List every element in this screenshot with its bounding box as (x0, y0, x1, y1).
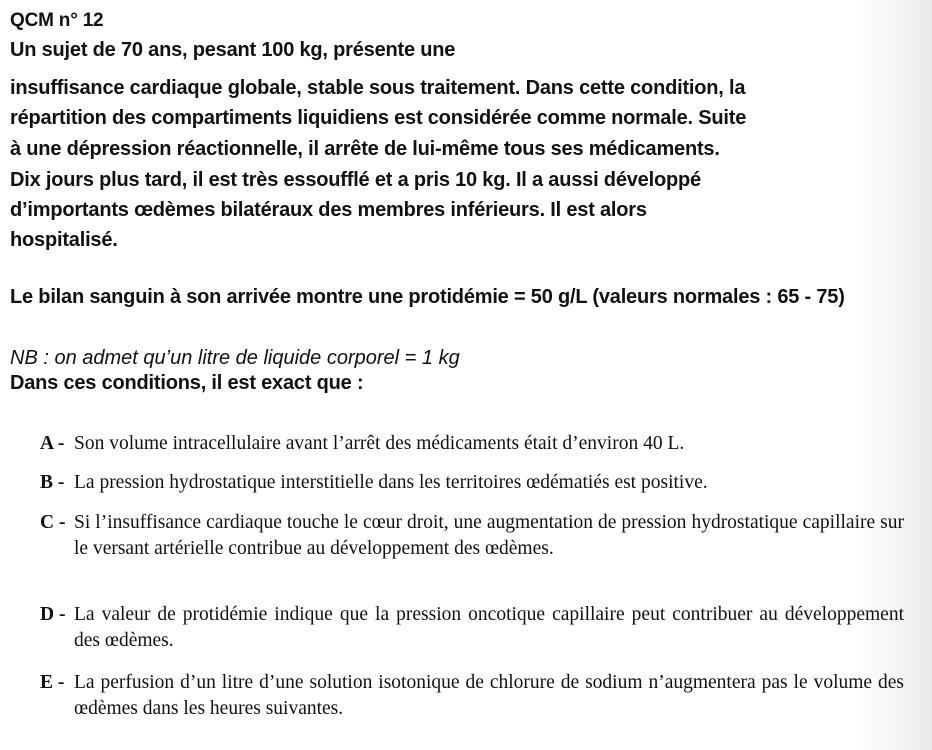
stem-line-7: hospitalisé. (10, 229, 118, 251)
option-e-letter: E - (40, 672, 65, 693)
option-d-text: La valeur de protidémie indique que la pression oncotique capillaire peut contribuer au développement des œdèmes. (74, 604, 904, 651)
question-title: QCM n° 12 (10, 10, 104, 31)
stem-line-2-text: insuffisance cardiaque globale, stable sous traitement. Dans cette condition, la (10, 77, 746, 99)
option-a[interactable] (40, 431, 904, 457)
option-b[interactable] (40, 470, 904, 496)
option-c[interactable] (40, 510, 904, 562)
stem-line-3: répartition des compartiments liquidiens est considérée comme normale. Suite (10, 107, 747, 129)
note-text: NB : on admet qu’un litre de liquide corporel = 1 kg (10, 347, 460, 369)
stem-line-2 (10, 75, 902, 101)
option-b-text: La pression hydrostatique interstitielle dans les territoires œdématiés est positive. (74, 472, 708, 493)
option-c-letter: C - (40, 512, 66, 533)
option-a-letter: A - (40, 433, 65, 454)
stem-line-4: à une dépression réactionnelle, il arrête de lui-même tous ses médicaments. (10, 138, 720, 160)
option-b-letter: B - (40, 472, 65, 493)
question-instruction: Dans ces conditions, il est exact que : (10, 372, 364, 394)
stem-line-5: Dix jours plus tard, il est très essoufflé et a pris 10 kg. Il a aussi développé (10, 169, 701, 191)
option-d[interactable] (40, 602, 904, 654)
option-e[interactable] (40, 670, 904, 722)
option-c-text: Si l’insuffisance cardiaque touche le cœur droit, une augmentation de pression hydrostatique capillaire sur le versant artérielle contribue au développement des œdèmes. (74, 512, 904, 559)
option-e-text: La perfusion d’un litre d’une solution isotonique de chlorure de sodium n’augmentera pas le volume des œdèmes dans les heures suivantes. (74, 672, 904, 719)
lab-result-paragraph: Le bilan sanguin à son arrivée montre une protidémie = 50 g/L (valeurs normales : 65 - 75) (10, 286, 845, 308)
stem-line-6: d’importants œdèmes bilatéraux des membres inférieurs. Il est alors (10, 199, 647, 221)
option-a-text: Son volume intracellulaire avant l’arrêt des médicaments était d’environ 40 L. (74, 433, 685, 454)
stem-line-1: Un sujet de 70 ans, pesant 100 kg, présente une (10, 39, 456, 61)
option-d-letter: D - (40, 604, 66, 625)
